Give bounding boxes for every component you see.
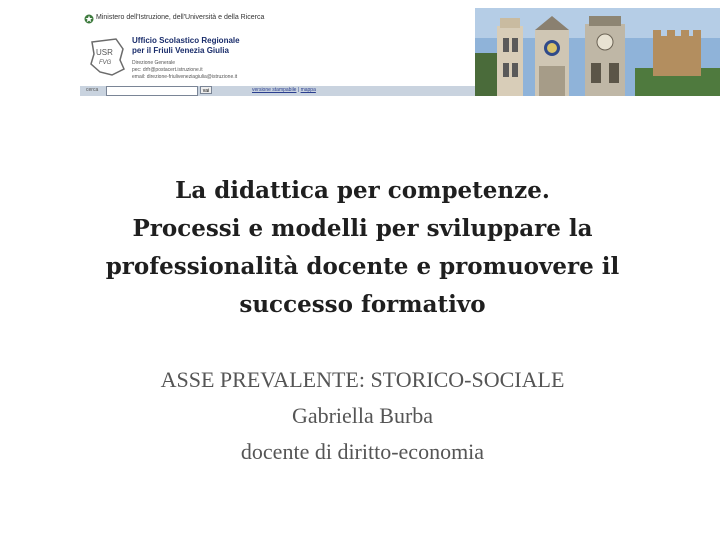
direction-label: Direzione Generale [132,60,176,66]
arcade-tower-photo [497,18,523,96]
link-separator: | [297,87,300,93]
office-title-line: per il Friuli Venezia Giulia [132,46,229,55]
slide-title [40,172,685,324]
site-map-link[interactable]: mappa [300,87,316,93]
title-line: successo formativo [239,291,486,318]
slide-subtitle [40,362,685,470]
header-links [252,87,316,93]
pec-address: pec: drfr@postacert.istruzione.it [132,67,203,73]
search-button[interactable]: vai [200,86,212,94]
clock-tower-photo [535,16,569,96]
title-line: La didattica per competenze. [175,177,550,204]
header-banner [80,8,720,96]
ministry-name: Ministero dell'Istruzione, dell'Università e della Ricerca [96,14,265,21]
usr-fvg-logo-icon [86,36,128,78]
search-input[interactable] [106,86,198,96]
email-address: email: direzione-friuliveneziagiulia@istruzione.it [132,74,238,80]
usr-logo-text: USR [96,48,113,57]
author-name: Gabriella Burba [291,403,434,428]
author-role: docente di diritto-economia [240,439,485,464]
title-line: professionalità docente e promuovere il [105,253,620,280]
title-line: Processi e modelli per sviluppare la [132,215,593,242]
office-title [132,36,240,56]
subject-area: ASSE PREVALENTE: STORICO-SOCIALE [160,367,565,392]
landmarks-photo-strip [475,8,720,96]
office-contacts [132,60,237,81]
italian-republic-emblem-icon [84,14,94,24]
printable-version-link[interactable]: versione stampabile [252,87,297,93]
loggia-tower-photo [585,16,625,96]
search-label: cerca [86,87,99,93]
fvg-logo-text: FVG [99,60,112,66]
search-bar [80,86,475,96]
office-title-line: Ufficio Scolastico Regionale [132,36,240,45]
